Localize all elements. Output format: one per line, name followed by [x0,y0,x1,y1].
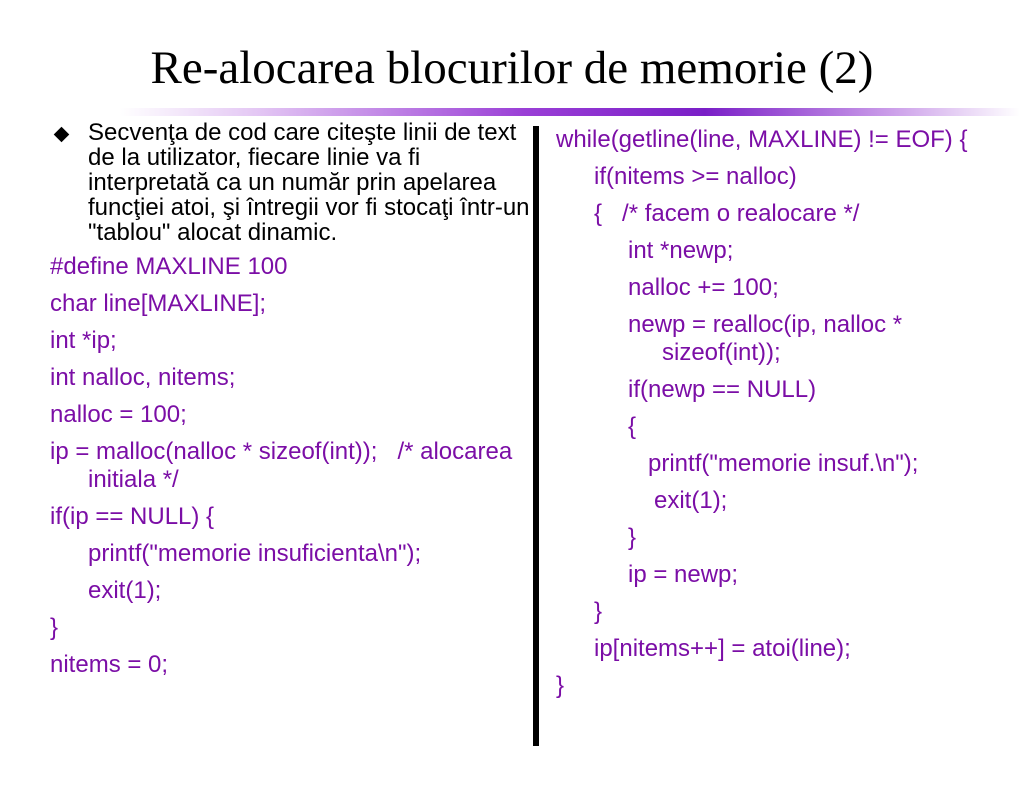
code-line: } [50,614,59,641]
code-line: int nalloc, nitems; [50,364,236,391]
diamond-bullet-icon [54,127,70,143]
code-line: ip = newp; [628,561,739,588]
code-line: printf("memorie insuficienta\n"); [88,540,422,567]
code-line: nalloc += 100; [628,274,779,301]
code-line: nitems = 0; [50,651,169,678]
code-line: } [628,524,637,551]
column-divider [533,126,539,746]
bullet-item [50,120,530,245]
code-line: newp = realloc(ip, nalloc * sizeof(int)); [628,311,903,366]
code-line: ip[nitems++] = atoi(line); [594,635,851,662]
title-underline-bar [120,108,1020,116]
right-code-block [556,126,1016,709]
code-line: nalloc = 100; [50,401,187,428]
code-line: ip = malloc(nalloc * sizeof(int)); /* alocarea initiala */ [50,438,519,493]
code-line: if(nitems >= nalloc) [594,163,797,190]
code-line: int *ip; [50,327,117,354]
code-line: if(newp == NULL) [628,376,817,403]
code-line: exit(1); [88,577,162,604]
bullet-text: Secvenţa de cod care citeşte linii de text de la utilizator, fiecare linie va fi interpretată ca un număr prin apelarea funcţiei atoi, şi întregii vor fi stocaţi într-un "tablou" alocat dinamic. [88,119,530,246]
left-column [50,120,530,688]
code-line: if(ip == NULL) { [50,503,215,530]
code-line: exit(1); [654,487,728,514]
code-line: { /* facem o realocare */ [594,200,860,227]
code-line: #define MAXLINE 100 [50,253,288,280]
code-line: printf("memorie insuf.\n"); [648,450,919,477]
left-code-block [50,253,530,679]
code-line: } [594,598,603,625]
code-line: } [556,672,565,699]
code-line: while(getline(line, MAXLINE) != EOF) { [556,126,968,153]
code-line: { [628,413,637,440]
code-line: char line[MAXLINE]; [50,290,267,317]
code-line: int *newp; [628,237,734,264]
slide-title: Re-alocarea blocurilor de memorie (2) [150,42,874,94]
